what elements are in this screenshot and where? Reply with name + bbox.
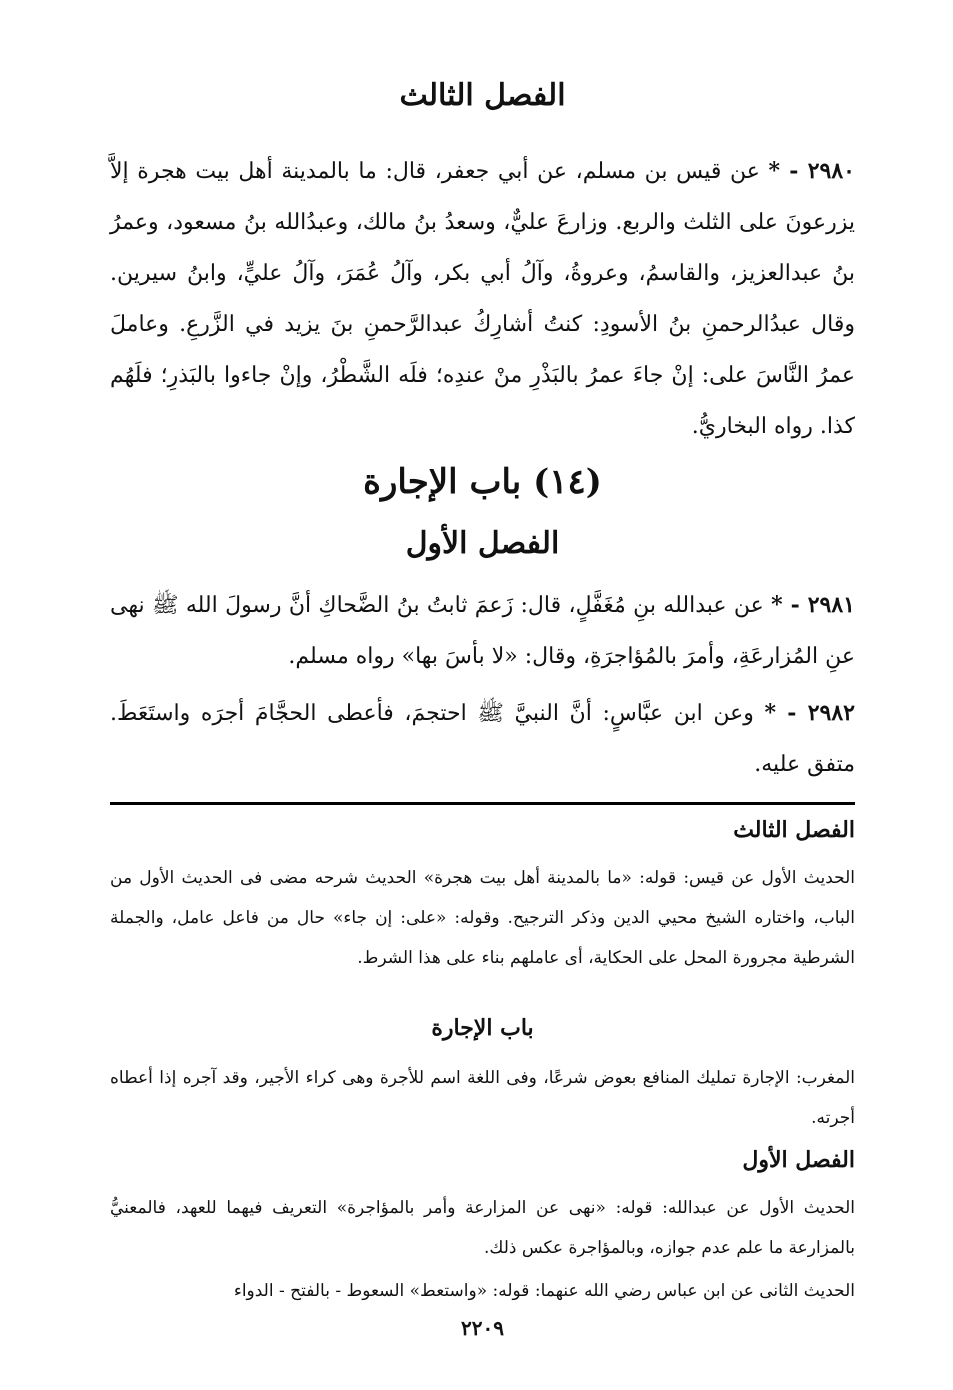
commentary-paragraph: الحديث الأول عن قيس: قوله: «ما بالمدينة أهل بيت هجرة» الحديث شرحه مضى فى الحديث الأول من الباب، واختاره الشيخ محيي الدين وذكر الترجيح. وقوله: «على: إن جاء» حال من فاعل عامل، والجملة الشرطية مجرورة المحل على الحكاية، أى عاملهم بناء على هذا الشرط. (110, 868, 855, 968)
hadith-2982 (110, 688, 855, 790)
hadith-text: عن عبدالله بنِ مُغَفَّلٍ، قال: زَعمَ ثابتُ بنُ الضَّحاكِ أنَّ رسولَ الله ﷺ نهى عنِ المُزارعَةِ، وأمرَ بالمُؤاجرَةِ، وقال: «لا بأسَ بها» رواه مسلم. (110, 593, 855, 669)
commentary-paragraph: الحديث الأول عن عبدالله: قوله: «نهى عن المزارعة وأمر بالمؤاجرة» التعريف فيهما للعهد، فالمعنيُّ بالمزارعة ما علم عدم جوازه، وبالمؤاجرة عكس ذلك. (110, 1198, 855, 1258)
section-heading-fasl-awwal: الفصل الأول (405, 526, 560, 561)
hadith-2981 (110, 580, 855, 682)
hadith-number: ٢٩٨٢ - * (764, 700, 855, 726)
chapter-heading-bab-ijara: (١٤) باب الإجارة (363, 462, 602, 502)
section-heading-fasl-thalith: الفصل الثالث (399, 78, 566, 113)
commentary-heading-fasl-thalith: الفصل الثالث (733, 817, 855, 843)
hadith-number: ٢٩٨٠ - * (768, 158, 855, 184)
commentary-heading-bab-ijara: باب الإجارة (431, 1015, 534, 1041)
commentary-paragraph: المغرب: الإجارة تمليك المنافع بعوض شرعًا، وفى اللغة اسم للأجرة وهى كراء الأجير، وقد آجره إذا أعطاه أجرته. (110, 1068, 855, 1128)
hadith-text: وعن ابن عبَّاسٍ: أنَّ النبيَّ ﷺ احتجمَ، فأعطى الحجَّامَ أجرَه واستَعَطَ. متفق عليه. (110, 701, 855, 777)
hadith-2980 (110, 146, 855, 452)
page-number: ٢٢٠٩ (461, 1316, 504, 1340)
hadith-text: عن قيس بن مسلم، عن أبي جعفر، قال: ما بالمدينة أهل بيت هجرة إلاَّ يزرعونَ على الثلث والربع. وزارعَ عليٌّ، وسعدُ بنُ مالك، وعبدُالله بنُ مسعود، وعمرُ بنُ عبدالعزيز، والقاسمُ، وعروةُ، وآلُ أبي بكر، وآلُ عُمَرَ، وآلُ عليٍّ، وابنُ سيرين. وقال عبدُالرحمنِ بنُ الأسودِ: كنتُ أشارِكُ عبدالرَّحمنِ بنَ يزيد في الزَّرعِ. وعاملَ عمرُ النَّاسَ على: إنْ جاءَ عمرُ بالبَذْرِ منْ عندِه؛ فلَه الشَّطْرُ، وإنْ جاءوا بالبَذرِ؛ فلَهُم كذا. رواه البخاريُّ. (110, 159, 855, 439)
commentary-heading-fasl-awwal: الفصل الأول (742, 1147, 855, 1173)
hadith-number: ٢٩٨١ - * (771, 592, 855, 618)
commentary-paragraph: الحديث الثانى عن ابن عباس رضي الله عنهما: قوله: «واستعط» السعوط - بالفتح - الدواء (233, 1281, 855, 1301)
footnote-divider (110, 802, 855, 805)
